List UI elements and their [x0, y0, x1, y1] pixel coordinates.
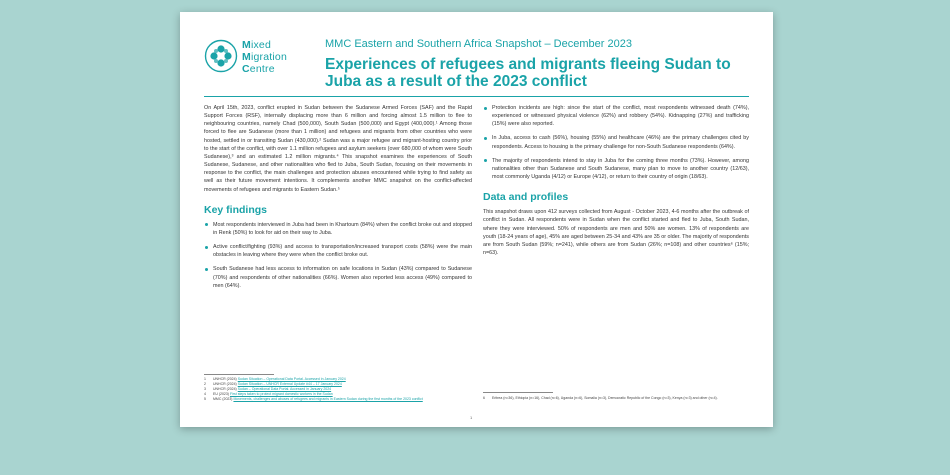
footnote-link[interactable]: Sudan Situation – UNHCR External Update #44 – 17 January 2024: [237, 382, 342, 386]
data-profiles-heading: Data and profiles: [483, 191, 569, 204]
key-findings-list: [204, 221, 472, 290]
left-column: [204, 104, 472, 296]
document-page: [180, 12, 773, 427]
logo-wordmark: Mixed Migration Centre: [242, 39, 287, 75]
list-item: Active conflict/fighting (93%) and access to transportation/increased transport costs (58%) were the main obstacles in leaving where they were when the conflict broke out.: [204, 243, 472, 259]
footnote: 1 UNHCR (2024) Sudan Situation – Operational Data Portal. Accessed in January 2024: [204, 377, 346, 381]
page-number: 1: [470, 415, 473, 420]
footnote: 2 UNHCR (2024) Sudan Situation – UNHCR External Update #44 – 17 January 2024: [204, 382, 342, 386]
footnote-link[interactable]: Sudan Situation – Operational Data Portal. Accessed in January 2024: [237, 377, 346, 381]
list-item: The majority of respondents intend to stay in Juba for the coming three months (73%). However, among nationalities other than Sudanese and South Sudanese, many plan to move to another country (12/63), most commonly Uganda (4/12) or Europe (4/12), or return to their country of origin (18/63).: [483, 157, 749, 181]
list-item: South Sudanese had less access to information on safe locations in Sudan (43%) compared to Sudanese (70%) and respondents of other nationalities (66%). Women also reported less access (49%) compared to men (64%).: [204, 265, 472, 289]
list-item: Protection incidents are high: since the start of the conflict, most respondents witnessed death (74%), experienced or witnessed physical violence (62%) and robbery (54%). Kidnapping (27%) and trafficking (15%) were also reported.: [483, 104, 749, 128]
mmc-logo: [204, 39, 294, 79]
list-item: In Juba, access to cash (56%), housing (55%) and healthcare (46%) are the primary challenges cited by respondents. Access to housing is the primary challenge for non-South Sudanese respondents (64%).: [483, 134, 749, 150]
document-title: Experiences of refugees and migrants fleeing Sudan to Juba as a result of the 2023 conflict: [325, 56, 731, 90]
key-findings-heading: Key findings: [204, 203, 268, 216]
data-profiles-paragraph: This snapshot draws upon 412 surveys collected from August - October 2023, 4-6 months after the outbreak of conflict in Sudan. All respondents were in Sudan when the conflict started and fled to Juba, South Sudan, where they were interviewed. 50% of respondents are men and 50% are women. 13% of respondents are youth (18-24 years of age), 45% are aged between 25-34 and 43% are 35 or older. The majority of respondents are from South Sudan (59%; n=241), while others are from Sudan (26%; n=108) and other countries⁶ (15%; n=63).: [483, 209, 749, 257]
globe-logo-icon: [204, 39, 238, 73]
snapshot-label: MMC Eastern and Southern Africa Snapshot – December 2023: [325, 38, 632, 50]
footnote-link[interactable]: Sudan – Operational Data Portal. Accessed in January 2024: [237, 387, 332, 391]
footnote-divider: [204, 374, 274, 375]
list-item: Most respondents interviewed in Juba had been in Khartoum (84%) when the conflict broke out and stopped in Renk (50%) to look for aid on their way to Juba.: [204, 221, 472, 237]
footnote-right: 6 Eritrea (n=36), Ethiopia (n=16), Chad (n=6), Uganda (n=6), Somalia (n=3), Democratic Republic of the Congo (n=3), Kenya (n=3) and other (n=4).: [483, 396, 718, 400]
footnote-divider: [483, 392, 553, 393]
footnote: 3 UNHCR (2024) Sudan – Operational Data Portal. Accessed in January 2024: [204, 387, 332, 391]
footnote-link[interactable]: Movements, challenges and abuses of refugees and migrants in Eastern Sudan during the first months of the 2023 conflict: [233, 397, 423, 401]
footnote: 4 EU (2023) First steps taken to protect migrant domestic workers in the Sudan: [204, 392, 333, 396]
footnote: 5 MMC (2023) Movements, challenges and abuses of refugees and migrants in Eastern Sudan during the first months of the 2023 conflict: [204, 397, 423, 401]
right-column: [483, 104, 749, 257]
footnote-link[interactable]: First steps taken to protect migrant domestic workers in the Sudan: [229, 392, 333, 396]
findings-continued-list: [483, 104, 749, 181]
footnotes: [204, 377, 472, 402]
intro-paragraph: On April 15th, 2023, conflict erupted in Sudan between the Sudanese Armed Forces (SAF) and the Rapid Support Forces (RSF), internally displacing more than 6 million and forcing almost 1.5 million to flee to neighbouring countries, namely Chad (500,000), South Sudan (500,000) and Egypt (400,000).¹ Among those forced to flee are Sudanese (more than 1 million) and refugees and migrants from other countries who were hosted, settled in or transiting Sudan (430,000).² Sudan was a major refugee and migrant-hosting country prior to the start of the conflict, with over 1.1 million refugees and asylum seekers (over 680,000 of whom were South Sudanese),³ and an estimated 1.2 million migrants.⁴ This snapshot examines the experiences of South Sudanese, Sudanese, and other nationalities who fled to Juba, South Sudan, focusing on their movements in response to the conflict, the main challenges and protection abuses encountered while trying to find safety as well as their future movement intentions. It complements another MMC snapshot on the conflict-affected movements of refugees and migrants to Eastern Sudan.⁵: [204, 105, 472, 193]
header-divider: [204, 96, 749, 97]
